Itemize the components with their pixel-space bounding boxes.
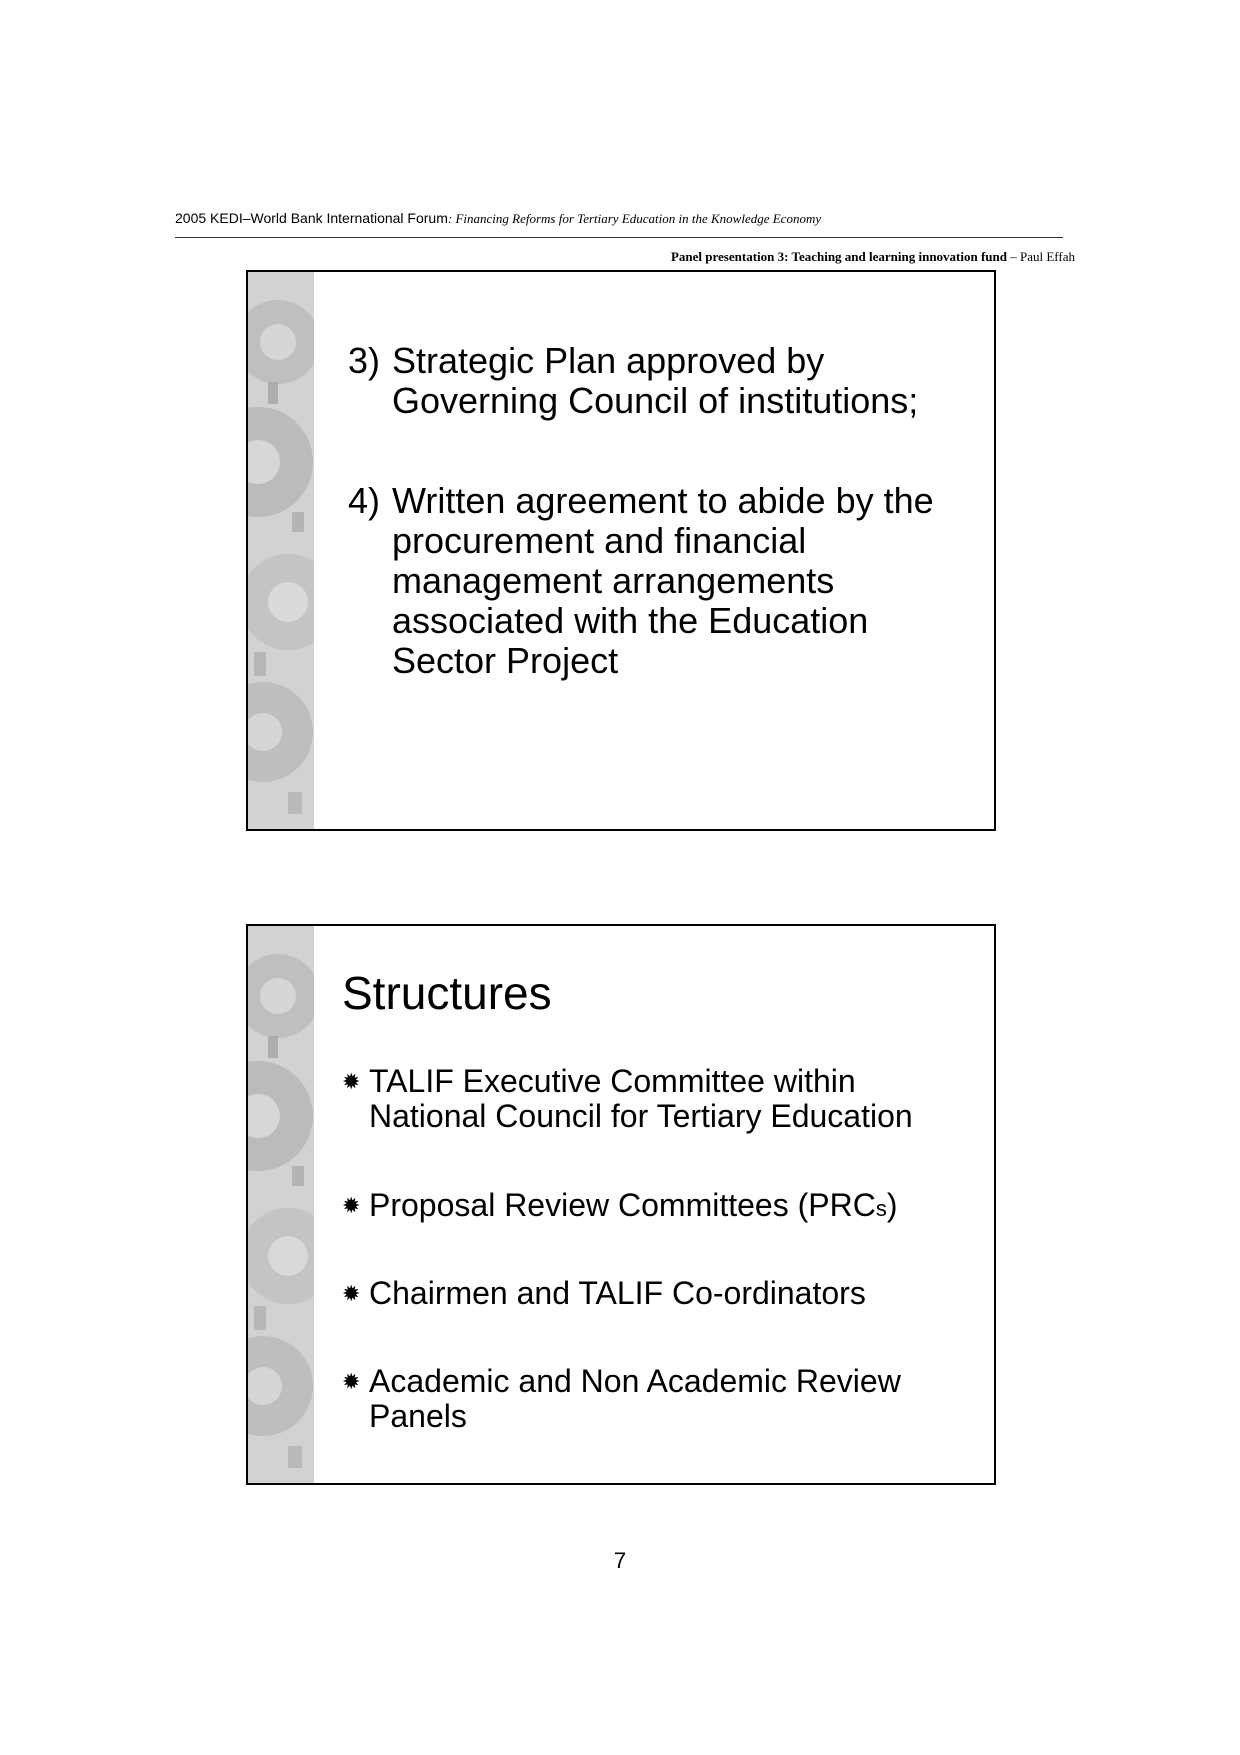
panel-title: Panel presentation 3: Teaching and learning innovation fund bbox=[670, 249, 1007, 264]
sunburst-bullet-icon: ✹ bbox=[342, 1281, 361, 1306]
forum-name: 2005 KEDI–World Bank International Forum bbox=[175, 210, 448, 226]
page-number: 7 bbox=[613, 1548, 627, 1573]
slide-1-body bbox=[314, 272, 994, 829]
sunburst-bullet-icon: ✹ bbox=[342, 1069, 361, 1094]
bullet-text: Chairmen and TALIF Co-ordinators bbox=[369, 1275, 866, 1311]
slide-2 bbox=[246, 924, 996, 1485]
gear-decoration-sidebar bbox=[248, 926, 314, 1483]
gear-pattern-icon bbox=[248, 926, 314, 1483]
gear-pattern-icon bbox=[248, 272, 314, 829]
bullet-item bbox=[342, 1064, 962, 1134]
bullet-item bbox=[342, 1188, 962, 1226]
slide-2-body bbox=[314, 926, 994, 1483]
bullet-text: Academic and Non Academic Review Panels bbox=[369, 1363, 901, 1434]
header-rule bbox=[175, 237, 1063, 238]
numbered-item bbox=[348, 481, 968, 681]
gear-decoration-sidebar bbox=[248, 272, 314, 829]
item-text: Strategic Plan approved by Governing Council of institutions; bbox=[392, 340, 919, 421]
running-header bbox=[175, 210, 821, 227]
bullet-text: TALIF Executive Committee within National Council for Tertiary Education bbox=[369, 1063, 913, 1134]
numbered-item bbox=[348, 341, 968, 421]
bullet-text-wrapper bbox=[369, 1188, 962, 1226]
bullet-text: Proposal Review Committees (PRC bbox=[369, 1187, 876, 1223]
panel-caption bbox=[671, 249, 1075, 265]
forum-subtitle: : Financing Reforms for Tertiary Education in the Knowledge Economy bbox=[447, 211, 822, 226]
bullet-item bbox=[342, 1364, 962, 1434]
item-number: 4) bbox=[348, 480, 381, 521]
slide-title: Structures bbox=[342, 967, 552, 1019]
bullet-text-close: ) bbox=[886, 1187, 898, 1223]
sunburst-bullet-icon: ✹ bbox=[342, 1193, 361, 1218]
item-text: Written agreement to abide by the procurement and financial management arrangements associated with the Education Sector Project bbox=[392, 480, 934, 681]
bullet-text-suffix: s bbox=[875, 1196, 887, 1221]
item-number: 3) bbox=[348, 340, 381, 381]
sunburst-bullet-icon: ✹ bbox=[342, 1369, 361, 1394]
slide-1 bbox=[246, 270, 996, 831]
bullet-item bbox=[342, 1276, 962, 1311]
panel-presenter: – Paul Effah bbox=[1007, 249, 1075, 264]
